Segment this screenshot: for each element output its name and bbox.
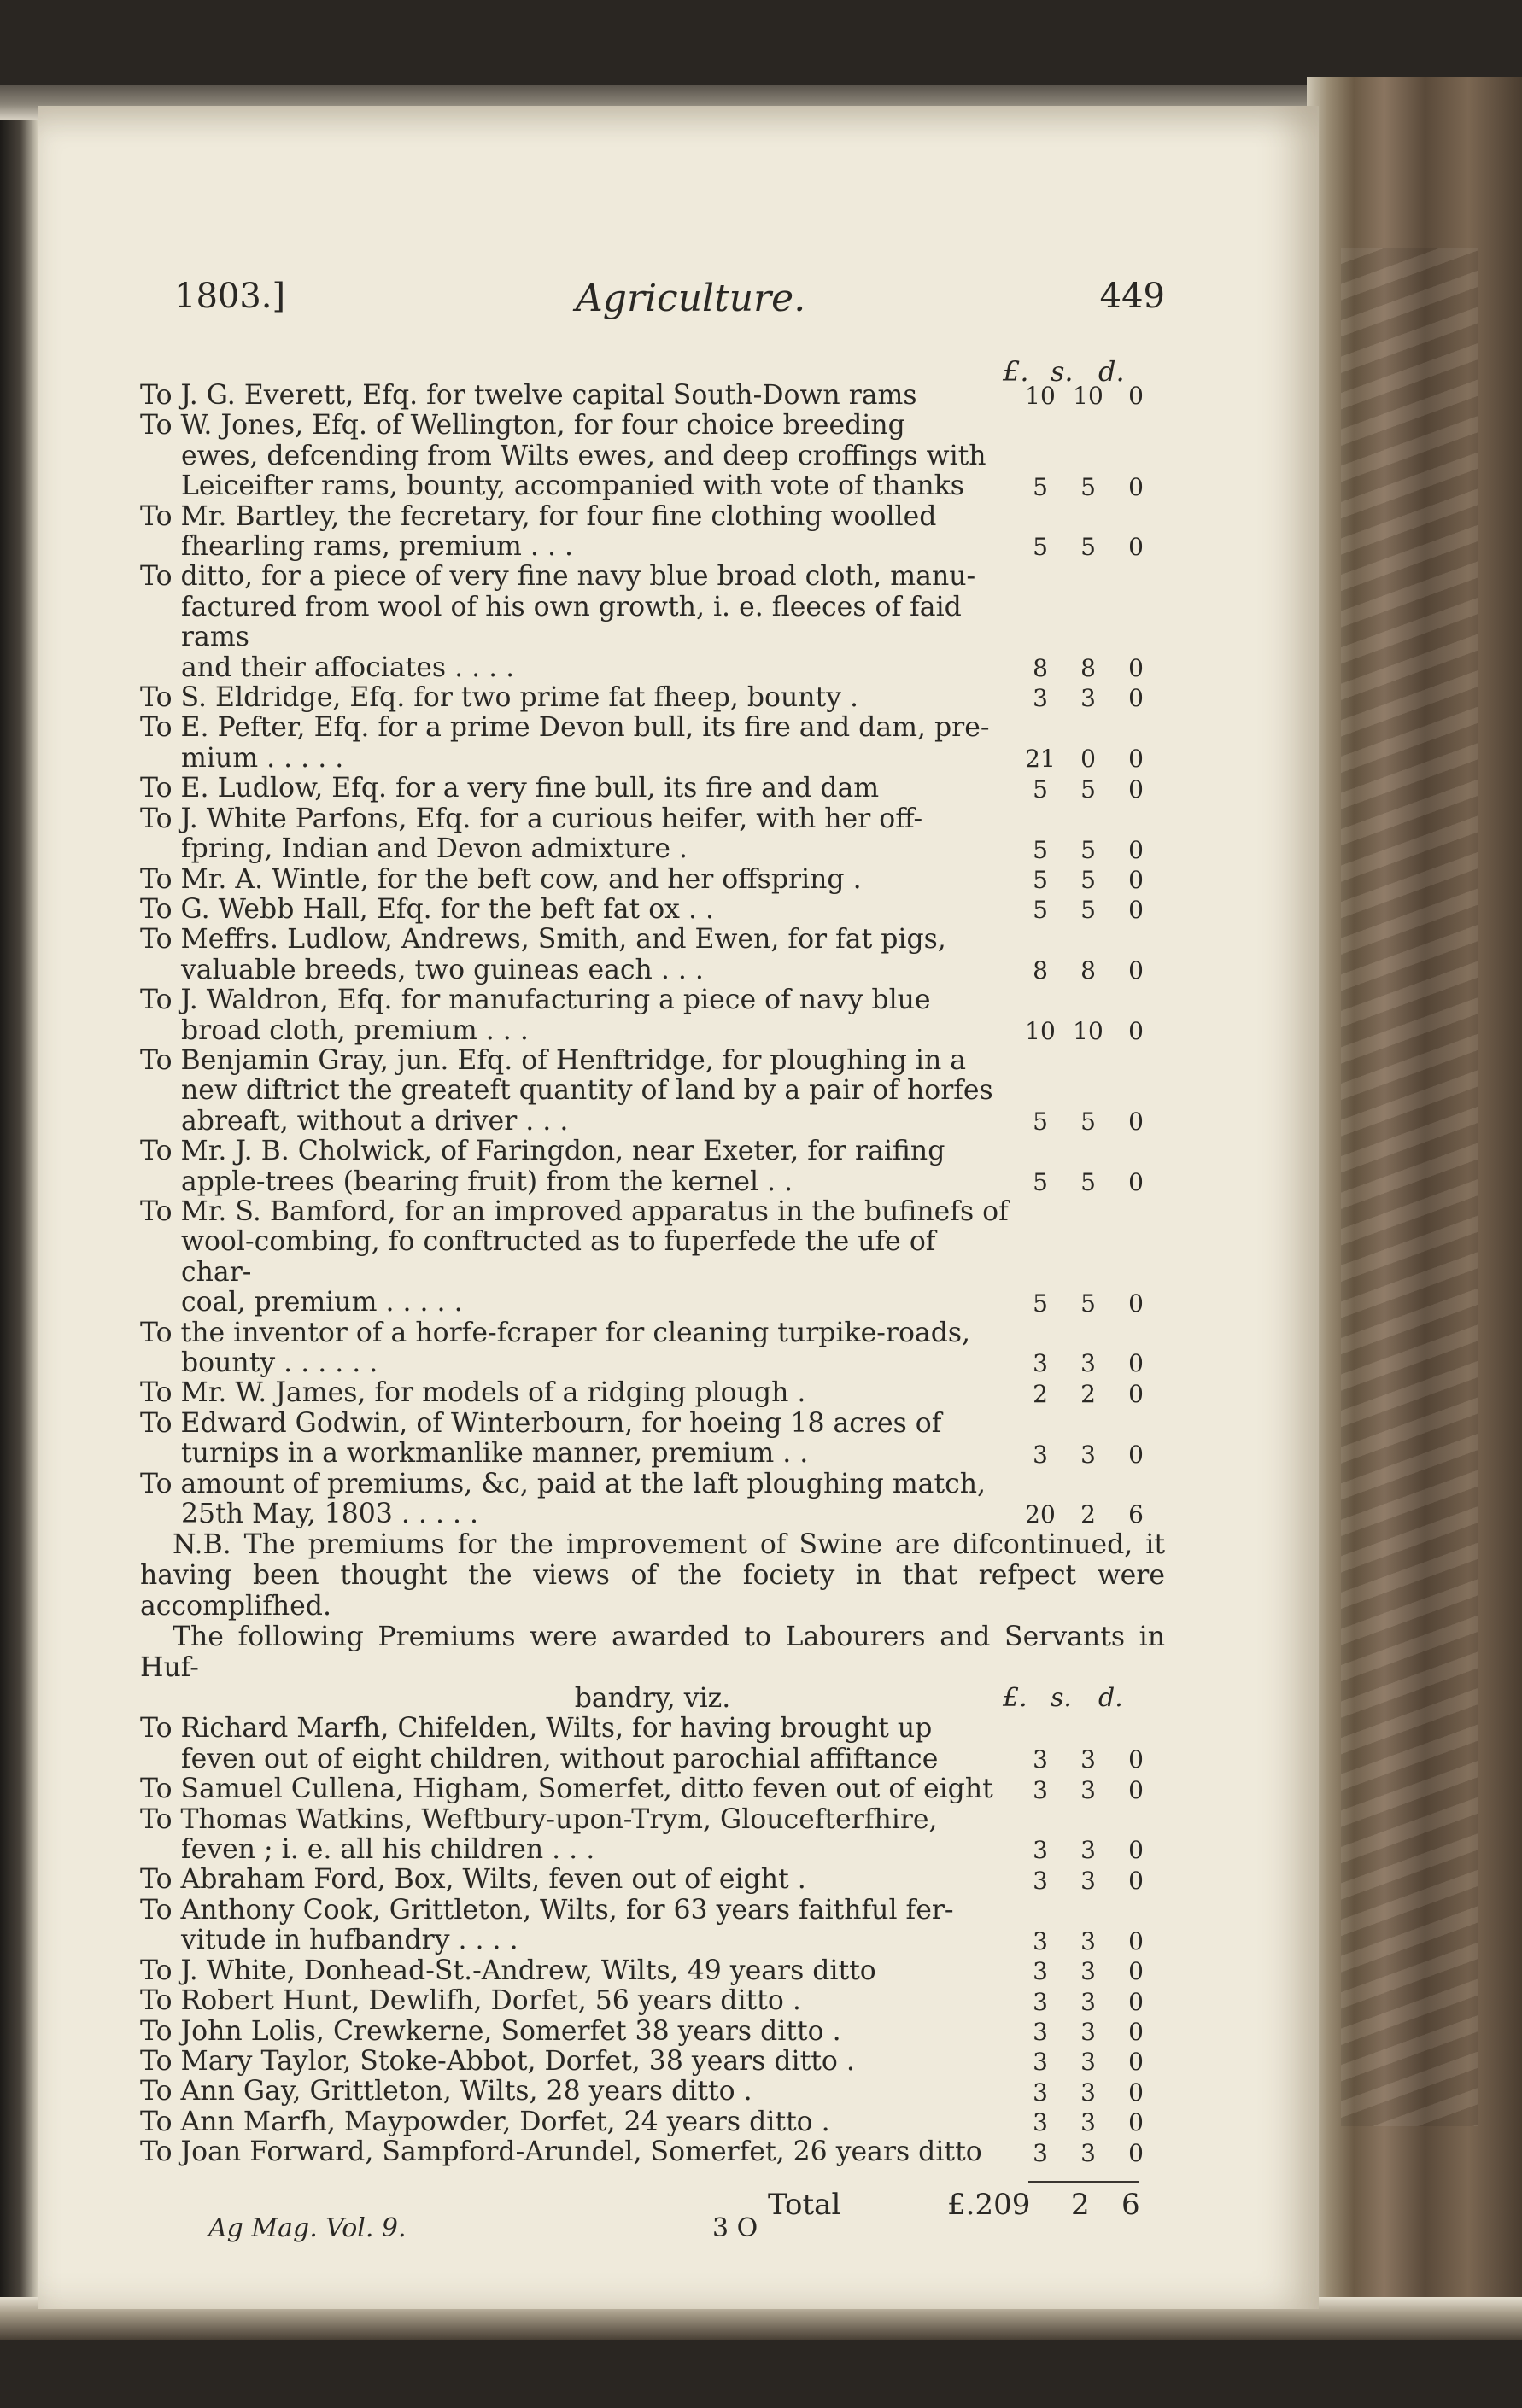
total-pounds: £.209 (947, 2188, 1031, 2222)
entry-amount (1020, 683, 1165, 713)
amount-shillings: 3 (1080, 1926, 1096, 1955)
running-header (174, 277, 1165, 328)
following-heading-end: bandry, viz. (574, 1683, 731, 1715)
premium-entry (140, 502, 1165, 563)
entry-text-line: To ditto, for a piece of very fine navy blue broad cloth, manu- (140, 561, 976, 593)
amount-pence: 0 (1128, 1349, 1144, 1378)
premium-entry (140, 1714, 1165, 1774)
premium-entry (140, 774, 1165, 804)
amount-pence: 0 (1128, 745, 1144, 774)
sub-head-pounds: £. (1003, 1683, 1027, 1714)
amount-shillings: 2 (1080, 1379, 1096, 1408)
amount-pounds: 3 (1033, 2138, 1048, 2167)
entry-text-line: fpring, Indian and Devon admixture . (181, 833, 688, 865)
entry-text-line: factured from wool of his own growth, i. e. fleeces of faid rams (181, 591, 962, 653)
entry-text-line: To G. Webb Hall, Efq. for the beft fat ox . . (140, 893, 714, 925)
entry-text-line: valuable breeds, two guineas each . . . (181, 954, 704, 985)
entry-amount (1020, 1866, 1165, 1896)
amount-pence: 0 (1128, 1745, 1144, 1774)
amount-pounds: 3 (1033, 1836, 1048, 1865)
entry-text-line: To Joan Forward, Sampford-Arundel, Somerfet, 26 years ditto (140, 2136, 982, 2168)
amount-pence: 0 (1128, 2078, 1144, 2107)
entry-amount (1020, 956, 1165, 985)
amount-shillings: 3 (1080, 684, 1096, 713)
entry-text-line: To Samuel Cullena, Higham, Somerfet, ditto feven out of eight (140, 1774, 993, 1805)
premium-entry (140, 804, 1165, 865)
amount-pence: 0 (1128, 1440, 1144, 1469)
entry-text-line: To amount of premiums, &c, paid at the laft ploughing match, (140, 1468, 986, 1499)
entry-text-line: To Mr. Bartley, the fecretary, for four fine clothing woolled (140, 500, 937, 532)
amount-pounds: 3 (1033, 684, 1048, 713)
sub-head-pence: d. (1098, 1683, 1123, 1714)
amount-pounds: 10 (1025, 382, 1056, 411)
entry-text-line: To Anthony Cook, Grittleton, Wilts, for 63 years faithful fer- (140, 1894, 954, 1926)
amount-shillings: 8 (1080, 956, 1096, 985)
amount-pence: 0 (1128, 774, 1144, 804)
amount-shillings: 3 (1080, 1440, 1096, 1469)
amount-shillings: 3 (1080, 2138, 1096, 2167)
entry-amount (1020, 835, 1165, 865)
premium-entry (140, 381, 1165, 411)
entry-amount (1020, 1499, 1165, 1529)
col-head-pounds: £. (1003, 355, 1029, 388)
amount-shillings: 3 (1080, 2017, 1096, 2046)
entry-text-line: To J. G. Everett, Efq. for twelve capital South-Down rams (140, 380, 917, 411)
amount-pounds: 3 (1033, 1926, 1048, 1955)
amount-shillings: 3 (1080, 1866, 1096, 1895)
entry-text-line: To Mr. J. B. Cholwick, of Faringdon, near Exeter, for raifing (140, 1136, 945, 1167)
amount-pounds: 3 (1033, 2078, 1048, 2107)
entry-text-line: vitude in hufbandry . . . . (181, 1925, 518, 1956)
entry-text-line: To W. Jones, Efq. of Wellington, for four choice breeding (140, 410, 905, 441)
premium-entry (140, 925, 1165, 985)
book-cover-board (1307, 77, 1522, 2331)
entry-text-line: To Richard Marfh, Chifelden, Wilts, for having brought up (140, 1713, 933, 1745)
entry-amount (1020, 653, 1165, 683)
premium-entry (140, 1046, 1165, 1137)
entry-text-line: To Ann Gay, Grittleton, Wilts, 28 years ditto . (140, 2076, 752, 2107)
amount-pence: 0 (1128, 1957, 1144, 1986)
gathering-mark: 3 O (712, 2213, 758, 2243)
entry-amount (1020, 2138, 1165, 2168)
amount-pence: 0 (1128, 835, 1144, 864)
entry-text-line: new diftrict the greateft quantity of land by a pair of horfes (181, 1075, 993, 1107)
entry-text-line: To E. Ludlow, Efq. for a very fine bull, its fire and dam (140, 773, 880, 804)
amount-pounds: 5 (1033, 896, 1048, 925)
entry-text-line: To S. Eldridge, Efq. for two prime fat fheep, bounty . (140, 682, 859, 714)
entry-amount (1020, 381, 1165, 411)
amount-pence: 0 (1128, 956, 1144, 985)
entry-amount (1020, 2047, 1165, 2077)
entry-text-line: feven ; i. e. all his children . . . (181, 1834, 595, 1866)
entry-amount (1020, 472, 1165, 502)
entry-text-line: mium . . . . . (181, 742, 344, 774)
amount-shillings: 3 (1080, 2048, 1096, 2077)
entry-text-line: bounty . . . . . . (181, 1347, 378, 1378)
amount-pence: 0 (1128, 533, 1144, 562)
entry-text-line: turnips in a workmanlike manner, premium . . (181, 1438, 809, 1470)
premium-entry (140, 1896, 1165, 1956)
amount-pounds: 3 (1033, 2048, 1048, 2077)
amount-shillings: 10 (1073, 382, 1103, 411)
amount-pence: 0 (1128, 1836, 1144, 1865)
entry-text-line: To Benjamin Gray, jun. Efq. of Henftridge, for ploughing in a (140, 1044, 967, 1076)
header-title: Agriculture. (576, 277, 806, 320)
total-label: Total (768, 2188, 841, 2222)
amount-pounds: 3 (1033, 2017, 1048, 2046)
entry-text-line: To Meffrs. Ludlow, Andrews, Smith, and Ewen, for fat pigs, (140, 924, 946, 956)
amount-pounds: 5 (1033, 1108, 1048, 1137)
amount-pence: 0 (1128, 1926, 1144, 1955)
amount-pence: 0 (1128, 1866, 1144, 1895)
premium-entry (140, 1805, 1165, 1866)
premium-list-bottom (140, 1714, 1165, 2167)
entry-text-line: To J. White Parfons, Efq. for a curious heifer, with her off- (140, 803, 923, 834)
entry-text-line: To J. Waldron, Efq. for manufacturing a piece of navy blue (140, 985, 931, 1016)
premium-entry (140, 1956, 1165, 1986)
amount-pounds: 3 (1033, 1866, 1048, 1895)
premium-entry (140, 1986, 1165, 2016)
amount-pounds: 5 (1033, 1289, 1048, 1318)
premium-entry (140, 2017, 1165, 2047)
premium-entry (140, 713, 1165, 774)
premium-entry (140, 1137, 1165, 1197)
entry-amount (1020, 895, 1165, 925)
entry-amount (1020, 532, 1165, 562)
premium-entry (140, 411, 1165, 501)
entry-text-line: To Thomas Watkins, Weftbury-upon-Trym, Gloucefterfhire, (140, 1803, 938, 1835)
amount-shillings: 5 (1080, 472, 1096, 501)
entry-amount (1020, 1440, 1165, 1470)
entry-amount (1020, 1167, 1165, 1197)
following-heading: The following Premiums were awarded to Labourers and Servants in Huf- (140, 1622, 1165, 1684)
printer-signature: Ag Mag. Vol. 9. (208, 2213, 407, 2243)
amount-pence: 0 (1128, 865, 1144, 894)
premium-entry (140, 562, 1165, 683)
entry-amount (1020, 2017, 1165, 2047)
premium-entry (140, 1470, 1165, 1530)
amount-shillings: 0 (1080, 745, 1096, 774)
entry-amount (1020, 1956, 1165, 1986)
premium-entry (140, 1197, 1165, 1318)
amount-pounds: 3 (1033, 1775, 1048, 1804)
amount-shillings: 5 (1080, 774, 1096, 804)
entry-text-line: To Mr. S. Bamford, for an improved apparatus in the bufinefs of (140, 1195, 1009, 1227)
premium-entry (140, 2137, 1165, 2167)
entry-text-line: Leiceifter rams, bounty, accompanied with vote of thanks (181, 470, 964, 502)
entry-text-line: apple-trees (bearing fruit) from the kernel . . (181, 1166, 793, 1197)
entry-text-line: 25th May, 1803 . . . . . (181, 1499, 479, 1530)
amount-pence: 0 (1128, 1167, 1144, 1196)
amount-shillings: 2 (1080, 1500, 1096, 1529)
amount-pence: 0 (1128, 472, 1144, 501)
amount-pounds: 5 (1033, 865, 1048, 894)
amount-pence: 0 (1128, 1775, 1144, 1804)
amount-pence: 0 (1128, 1289, 1144, 1318)
amount-shillings: 3 (1080, 2078, 1096, 2107)
entry-amount (1020, 1016, 1165, 1046)
entry-text-line: To E. Pefter, Efq. for a prime Devon bull, its fire and dam, pre- (140, 712, 990, 744)
amount-pence: 0 (1128, 684, 1144, 713)
entry-amount (1020, 1835, 1165, 1865)
amount-pence: 0 (1128, 2048, 1144, 2077)
amount-shillings: 10 (1073, 1016, 1103, 1045)
entry-amount (1020, 1379, 1165, 1409)
amount-shillings: 5 (1080, 533, 1096, 562)
entry-text-line: To John Lolis, Crewkerne, Somerfet 38 years ditto . (140, 2015, 841, 2047)
entry-amount (1020, 1775, 1165, 1805)
swine-note: N.B. The premiums for the improvement of Swine are difcontinued, it having been thought the views of the fociety in that refpect were accomplifhed. (140, 1529, 1165, 1622)
amount-pounds: 3 (1033, 1349, 1048, 1378)
amount-pounds: 10 (1025, 1016, 1056, 1045)
entry-amount (1020, 1987, 1165, 2017)
entry-amount (1020, 2107, 1165, 2137)
amount-pence: 0 (1128, 1108, 1144, 1137)
entry-amount (1020, 1926, 1165, 1956)
premium-entry (140, 2107, 1165, 2137)
entry-text-line: To Abraham Ford, Box, Wilts, feven out of eight . (140, 1864, 806, 1896)
amount-pence: 0 (1128, 382, 1144, 411)
premium-entry (140, 1318, 1165, 1379)
amount-pounds: 3 (1033, 2108, 1048, 2137)
entry-text-line: broad cloth, premium . . . (181, 1014, 529, 1046)
amount-pounds: 21 (1025, 745, 1056, 774)
amount-shillings: 3 (1080, 1987, 1096, 2016)
amount-pounds: 3 (1033, 1440, 1048, 1469)
entry-text-line: fhearling rams, premium . . . (181, 531, 573, 563)
entry-text-line: ewes, defcending from Wilts ewes, and deep croffings with (181, 440, 986, 471)
entry-text-line: and their affociates . . . . (181, 652, 515, 683)
amount-shillings: 3 (1080, 1775, 1096, 1804)
entry-amount (1020, 1745, 1165, 1774)
amount-shillings: 8 (1080, 654, 1096, 683)
amount-pence: 0 (1128, 1016, 1144, 1045)
premium-entry (140, 1378, 1165, 1408)
page-number: 449 (1099, 277, 1165, 316)
amount-pence: 0 (1128, 896, 1144, 925)
premium-entry (140, 865, 1165, 895)
amount-pounds: 2 (1033, 1379, 1048, 1408)
amount-shillings: 5 (1080, 896, 1096, 925)
entry-text-line: feven out of eight children, without parochial affiftance (181, 1743, 939, 1774)
entry-text-line: To J. White, Donhead-St.-Andrew, Wilts, 49 years ditto (140, 1955, 876, 1986)
amount-pence: 0 (1128, 2138, 1144, 2167)
amount-shillings: 5 (1080, 835, 1096, 864)
col-head-pence: d. (1098, 355, 1125, 388)
amount-pounds: 8 (1033, 654, 1048, 683)
amount-pounds: 5 (1033, 533, 1048, 562)
amount-shillings: 5 (1080, 1108, 1096, 1137)
amount-shillings: 3 (1080, 1957, 1096, 1986)
amount-pounds: 5 (1033, 774, 1048, 804)
col-head-shillings: s. (1051, 355, 1074, 388)
header-year: 1803.] (174, 277, 286, 316)
total-shillings: 2 (1071, 2188, 1090, 2222)
entry-text-line: To Mr. A. Wintle, for the beft cow, and her offspring . (140, 863, 862, 895)
amount-pounds: 5 (1033, 1167, 1048, 1196)
amount-pence: 0 (1128, 1379, 1144, 1408)
amount-pence: 0 (1128, 2108, 1144, 2137)
premium-entry (140, 2047, 1165, 2077)
amount-pounds: 20 (1025, 1500, 1056, 1529)
total-pence: 6 (1121, 2188, 1140, 2222)
premium-entry (140, 1774, 1165, 1804)
entry-text-line: To Mary Taylor, Stoke-Abbot, Dorfet, 38 years ditto . (140, 2045, 855, 2077)
book-page (38, 106, 1319, 2309)
amount-pence: 0 (1128, 1987, 1144, 2016)
entry-text-line: coal, premium . . . . . (181, 1287, 463, 1318)
entry-text-line: To Robert Hunt, Dewlifh, Dorfet, 56 years ditto . (140, 1985, 801, 2017)
amount-shillings: 3 (1080, 2108, 1096, 2137)
amount-pounds: 3 (1033, 1745, 1048, 1774)
amount-pounds: 8 (1033, 956, 1048, 985)
entry-amount (1020, 2078, 1165, 2107)
entry-text-line: wool-combing, fo conftructed as to fuperfede the ufe of char- (181, 1226, 936, 1288)
amount-pence: 0 (1128, 654, 1144, 683)
entry-text-line: To Edward Godwin, of Winterbourn, for hoeing 18 acres of (140, 1407, 942, 1439)
amount-shillings: 5 (1080, 1289, 1096, 1318)
premium-entry (140, 985, 1165, 1046)
entry-amount (1020, 774, 1165, 804)
premium-entry (140, 895, 1165, 925)
entry-text-line: To Mr. W. James, for models of a ridging plough . (140, 1377, 806, 1409)
amount-pence: 6 (1128, 1500, 1144, 1529)
amount-pounds: 5 (1033, 835, 1048, 864)
entry-amount (1020, 865, 1165, 895)
amount-pounds: 3 (1033, 1987, 1048, 2016)
entry-amount (1020, 1289, 1165, 1318)
amount-shillings: 5 (1080, 865, 1096, 894)
amount-shillings: 5 (1080, 1167, 1096, 1196)
total-rule (1028, 2181, 1139, 2183)
premium-entry (140, 1865, 1165, 1895)
entry-amount (1020, 744, 1165, 774)
amount-shillings: 3 (1080, 1745, 1096, 1774)
premium-entry (140, 1409, 1165, 1470)
premium-list-top (140, 381, 1165, 1529)
amount-pounds: 3 (1033, 1957, 1048, 1986)
amount-pence: 0 (1128, 2017, 1144, 2046)
amount-shillings: 3 (1080, 1349, 1096, 1378)
sub-head-shillings: s. (1051, 1683, 1072, 1714)
entry-text-line: To the inventor of a horfe-fcraper for cleaning turpike-roads, (140, 1317, 971, 1348)
amount-shillings: 3 (1080, 1836, 1096, 1865)
premium-list (140, 381, 1165, 2168)
entry-amount (1020, 1348, 1165, 1378)
entry-text-line: abreaft, without a driver . . . (181, 1105, 569, 1137)
premium-entry (140, 2077, 1165, 2107)
entry-amount (1020, 1107, 1165, 1137)
premium-entry (140, 683, 1165, 713)
amount-pounds: 5 (1033, 472, 1048, 501)
entry-text-line: To Ann Marfh, Maypowder, Dorfet, 24 years ditto . (140, 2106, 830, 2137)
